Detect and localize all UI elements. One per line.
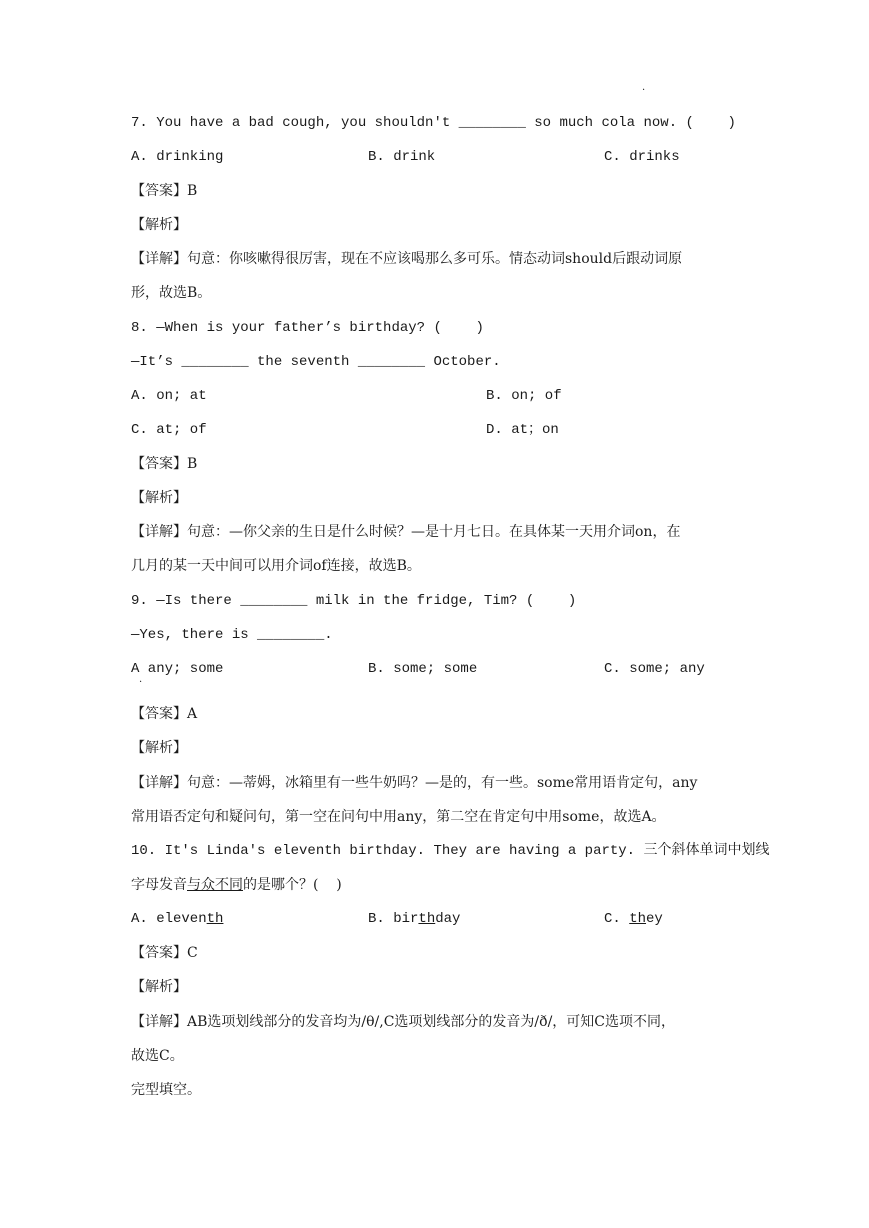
- q10-stem-prefix: 字母发音: [131, 877, 187, 893]
- q7-answer: 【答案】B: [131, 183, 198, 199]
- q10-option-c-pre: C.: [604, 911, 630, 927]
- q8-analysis: 【解析】: [131, 490, 187, 506]
- q10-option-a: [131, 910, 223, 928]
- q10-option-b: [368, 910, 460, 928]
- q8-detail-line-1: 【详解】句意：—你父亲的生日是什么时候？—是十月七日。在具体某一天用介词on，在: [131, 524, 681, 540]
- q9-stem-2: —Yes, there is ________.: [131, 627, 333, 643]
- q7-option-c: C. drinks: [604, 149, 680, 165]
- q7-option-a: A. drinking: [131, 149, 224, 165]
- q8-stem: 8. —When is your father’s birthday? ( ): [131, 320, 484, 336]
- q10-stem-suffix: 的是哪个？( ): [243, 877, 342, 893]
- q7-analysis: 【解析】: [131, 217, 187, 233]
- q7-detail-line-1: 【详解】句意：你咳嗽得很厉害，现在不应该喝那么多可乐。情态动词should后跟动词原: [131, 251, 683, 267]
- q8-answer: 【答案】B: [131, 456, 198, 472]
- q8-option-b: B. on; of: [486, 388, 562, 404]
- q10-option-a-pre: A. eleven: [131, 911, 207, 927]
- q8-option-d: D. at；on: [486, 422, 559, 438]
- q10-answer: 【答案】C: [131, 945, 198, 961]
- q9-option-a-dot: .: [139, 674, 143, 685]
- q10-option-c-post: ey: [646, 911, 663, 927]
- q8-option-c: C. at; of: [131, 422, 207, 438]
- q7-option-b: B. drink: [368, 149, 436, 165]
- q8-detail-line-2: 几月的某一天中间可以用介词of连接，故选B。: [131, 558, 421, 574]
- q9-option-c: C. some; any: [604, 661, 705, 677]
- q10-detail-line-2: 故选C。: [131, 1048, 184, 1064]
- q9-option-b: B. some; some: [368, 661, 478, 677]
- section-heading: 完型填空。: [131, 1082, 201, 1098]
- q7-detail-line-2: 形，故选B。: [131, 285, 212, 301]
- q9-option-a: A any; some: [131, 661, 224, 677]
- q10-option-b-pre: B. bir: [368, 911, 419, 927]
- q10-option-a-underlined: th: [206, 911, 224, 927]
- q10-option-c: [604, 910, 663, 928]
- q10-option-b-post: day: [435, 911, 461, 927]
- q10-option-b-underlined: th: [418, 911, 436, 927]
- q9-stem: 9. —Is there ________ milk in the fridge, Tim? ( ): [131, 593, 577, 609]
- q10-stem-line-1: 10. It's Linda's eleventh birthday. They are having a party. 三个斜体单词中划线: [131, 843, 770, 859]
- q10-option-c-underlined: th: [629, 911, 647, 927]
- q8-stem-2: —It’s ________ the seventh ________ October.: [131, 354, 501, 370]
- q9-answer: 【答案】A: [131, 706, 198, 722]
- q10-analysis: 【解析】: [131, 979, 187, 995]
- q10-detail-line-1: 【详解】AB选项划线部分的发音均为/θ/,C选项划线部分的发音为/ð/，可知C选项不同，: [131, 1014, 675, 1030]
- q9-detail-line-1: 【详解】句意：—蒂姆，冰箱里有一些牛奶吗？—是的，有一些。some常用语肯定句，any: [131, 775, 698, 791]
- q10-stem-underlined: 与众不同: [187, 877, 243, 893]
- q9-detail-line-2: 常用语否定句和疑问句，第一空在问句中用any，第二空在肯定句中用some，故选A。: [131, 809, 666, 825]
- q7-stem: 7. You have a bad cough, you shouldn't ________ so much cola now. ( ): [131, 115, 736, 131]
- q10-stem-line-2: [131, 876, 342, 894]
- q9-analysis: 【解析】: [131, 740, 187, 756]
- q8-option-a: A. on; at: [131, 388, 207, 404]
- page-dot: .: [642, 82, 646, 93]
